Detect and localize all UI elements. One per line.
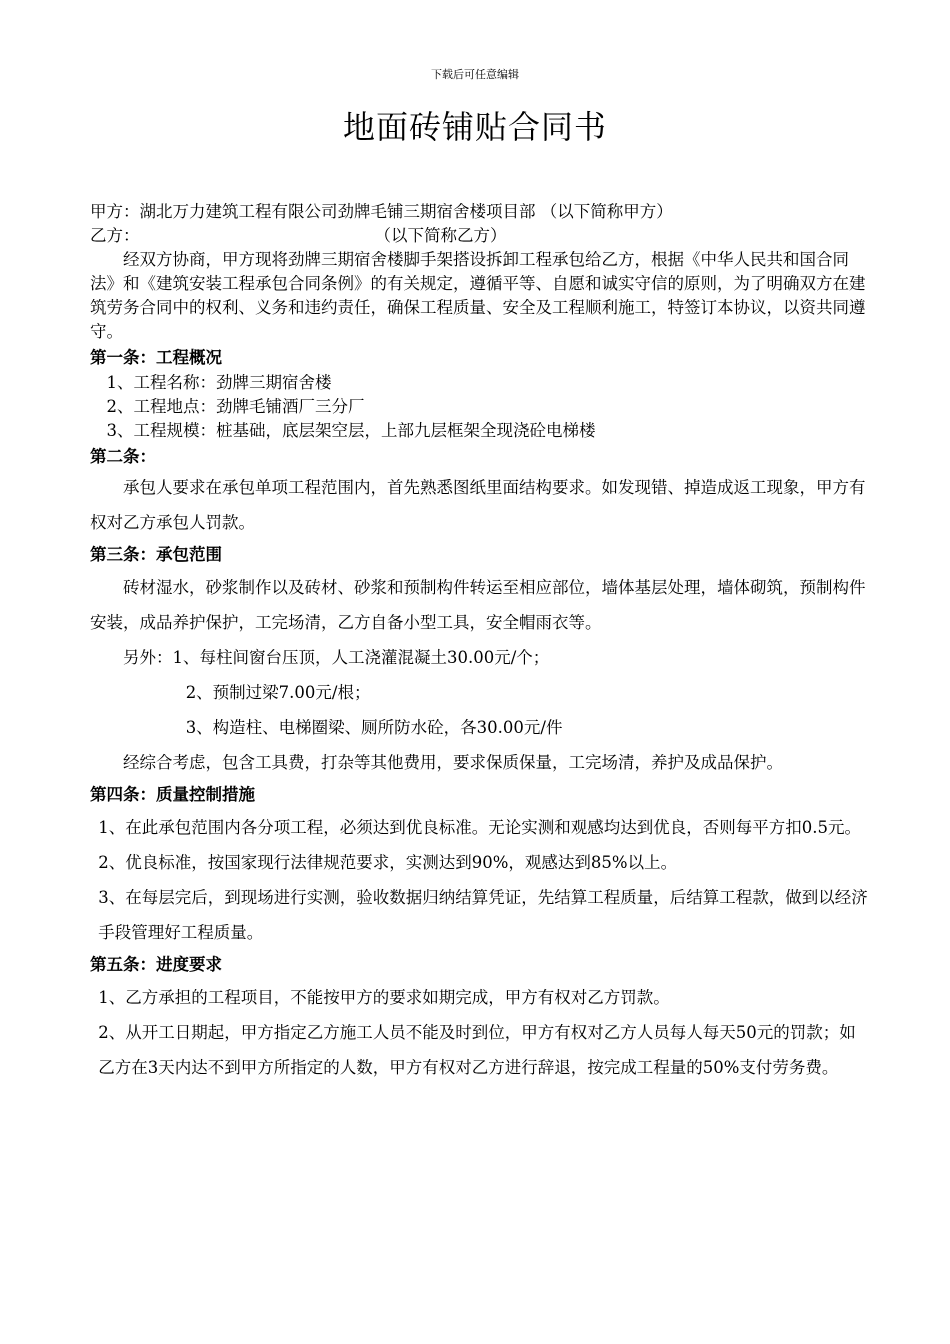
document-title: 地面砖铺贴合同书 — [342, 108, 607, 146]
intro-paragraph: 经双方协商，甲方现将劲牌三期宿舍楼脚手架搭设拆卸工程承包给乙方，根据《中华人民共和国合同法》和《建筑安装工程承包合同条例》的有关规定，遵循平等、自愿和诚实守信的原则，为了明确双方在建筑劳务合同中的权利、义务和违约责任，确保工程质量、安全及工程顺利施工，特签订本协议，以资共同遵守。 — [90, 250, 866, 341]
article3-heading: 第三条：承包范围 — [90, 545, 222, 564]
article2-text: 承包人要求在承包单项工程范围内，首先熟悉图纸里面结构要求。如发现错、掉造成返工现象，甲方有权对乙方承包人罚款。 — [90, 478, 866, 532]
article5-item: 2、从开工日期起，甲方指定乙方施工人员不能及时到位，甲方有权对乙方人员每人每天50元的罚款；如乙方在3天内达不到甲方所指定的人数，甲方有权对乙方进行辞退，按完成工程量的50%支付劳务费。 — [98, 1023, 856, 1077]
article5-item: 1、乙方承担的工程项目，不能按甲方的要求如期完成，甲方有权对乙方罚款。 — [98, 988, 670, 1007]
article1-item: 2、工程地点：劲牌毛铺酒厂三分厂 — [106, 397, 365, 416]
party-b-note: （以下简称乙方） — [374, 226, 507, 245]
article4-item: 3、在每层完后，到现场进行实测，验收数据归纳结算凭证，先结算工程质量，后结算工程款，做到以经济手段管理好工程质量。 — [98, 888, 868, 942]
article4-heading: 第四条：质量控制措施 — [90, 785, 255, 804]
party-b-line — [90, 224, 870, 248]
article3-summary: 经综合考虑，包含工具费，打杂等其他费用，要求保质保量，工完场清，养护及成品保护。 — [123, 753, 783, 772]
article1-item: 3、工程规模：桩基础，底层架空层，上部九层框架全现浇砼电梯楼 — [106, 421, 596, 440]
article3-text: 砖材湿水，砂浆制作以及砖材、砂浆和预制构件转运至相应部位，墙体基层处理，墙体砌筑，预制构件安装，成品养护保护，工完场清，乙方自备小型工具，安全帽雨衣等。 — [90, 578, 866, 632]
contract-body — [90, 200, 870, 1085]
article4-item: 2、优良标准，按国家现行法律规范要求，实测达到90%，观感达到85%以上。 — [98, 853, 678, 872]
header-note: 下载后可任意编辑 — [431, 68, 519, 81]
article3-other-first: 另外：1、每柱间窗台压顶，人工浇灌混凝土30.00元/个； — [123, 648, 550, 667]
article3-other-item: 3、构造柱、电梯圈梁、厕所防水砼，各30.00元/件 — [185, 718, 563, 737]
article2-heading: 第二条： — [90, 447, 156, 466]
article3-other-item: 2、预制过梁7.00元/根； — [185, 683, 371, 702]
article4-item: 1、在此承包范围内各分项工程，必须达到优良标准。无论实测和观感均达到优良，否则每平方扣0.5元。 — [98, 818, 861, 837]
party-a-line: 甲方：湖北万力建筑工程有限公司劲牌毛铺三期宿舍楼项目部 （以下简称甲方） — [90, 202, 673, 221]
article1-item: 1、工程名称：劲牌三期宿舍楼 — [106, 373, 332, 392]
party-b-label: 乙方： — [90, 226, 140, 245]
article1-heading: 第一条：工程概况 — [90, 348, 222, 367]
article5-heading: 第五条：进度要求 — [90, 955, 222, 974]
